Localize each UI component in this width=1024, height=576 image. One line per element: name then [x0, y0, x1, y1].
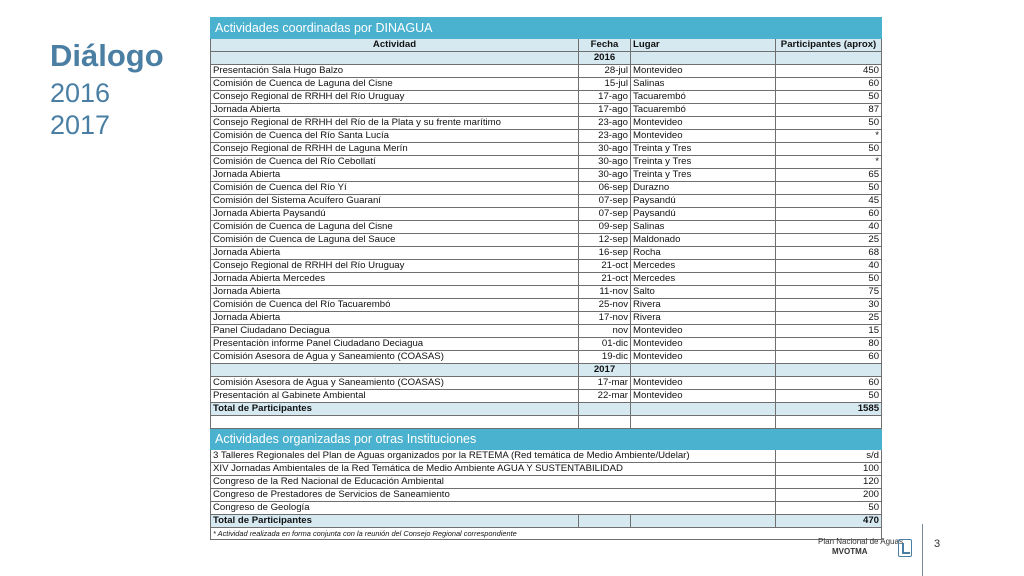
cell-actividad: Congreso de Prestadores de Servicios de Saneamiento	[211, 489, 776, 502]
cell-participantes: 25	[776, 234, 882, 247]
cell-lugar: Salinas	[631, 78, 776, 91]
cell-fecha: 28-jul	[579, 65, 631, 78]
cell-participantes: 100	[776, 463, 882, 476]
cell-lugar: Paysandú	[631, 208, 776, 221]
col-header-fecha: Fecha	[579, 39, 631, 52]
table-row	[211, 195, 882, 208]
cell-lugar: Treinta y Tres	[631, 169, 776, 182]
cell-lugar: Montevideo	[631, 390, 776, 403]
table-row	[211, 476, 882, 489]
year-row-blank	[211, 364, 579, 377]
cell-fecha: 23-ago	[579, 117, 631, 130]
cell-participantes: 50	[776, 273, 882, 286]
cell-fecha: 30-ago	[579, 169, 631, 182]
cell-fecha: 23-ago	[579, 130, 631, 143]
cell-participantes: 30	[776, 299, 882, 312]
total-row-dinagua	[211, 403, 882, 416]
cell-fecha: 15-jul	[579, 78, 631, 91]
cell-fecha: 17-mar	[579, 377, 631, 390]
footnote-row	[211, 528, 882, 540]
page-number: 3	[934, 538, 941, 550]
cell-actividad: Congreso de Geología	[211, 502, 776, 515]
cell-lugar: Montevideo	[631, 377, 776, 390]
table-row	[211, 247, 882, 260]
cell-participantes: 60	[776, 78, 882, 91]
cell-lugar: Salinas	[631, 221, 776, 234]
year-row-label: 2016	[579, 52, 631, 65]
year-row-blank	[776, 52, 882, 65]
table-row	[211, 143, 882, 156]
cell-actividad: Jornada Abierta	[211, 104, 579, 117]
year-row-2016	[211, 52, 882, 65]
table-row	[211, 130, 882, 143]
total-label: Total de Participantes	[211, 515, 579, 528]
cell-actividad: Comisión Asesora de Agua y Saneamiento (COASAS)	[211, 377, 579, 390]
cell-actividad: Comisión de Cuenca de Laguna del Cisne	[211, 78, 579, 91]
cell-lugar: Rivera	[631, 312, 776, 325]
cell-fecha: 07-sep	[579, 195, 631, 208]
table-row	[211, 390, 882, 403]
cell-participantes: 60	[776, 377, 882, 390]
table-row	[211, 489, 882, 502]
cell-participantes: 68	[776, 247, 882, 260]
cell-participantes: 50	[776, 91, 882, 104]
spacer-cell	[776, 416, 882, 429]
cell-lugar: Rocha	[631, 247, 776, 260]
logo-icon	[898, 539, 912, 557]
plan-nacional-logo	[818, 537, 903, 557]
cell-participantes: 60	[776, 351, 882, 364]
cell-fecha: nov	[579, 325, 631, 338]
cell-fecha: 30-ago	[579, 143, 631, 156]
cell-participantes: 50	[776, 143, 882, 156]
cell-participantes: 40	[776, 221, 882, 234]
cell-lugar: Rivera	[631, 299, 776, 312]
cell-lugar: Montevideo	[631, 338, 776, 351]
table-row	[211, 208, 882, 221]
cell-fecha: 21-oct	[579, 273, 631, 286]
cell-fecha: 09-sep	[579, 221, 631, 234]
cell-lugar: Montevideo	[631, 130, 776, 143]
cell-actividad: Comisión de Cuenca del Río Santa Lucía	[211, 130, 579, 143]
year-row-label: 2017	[579, 364, 631, 377]
cell-actividad: Consejo Regional de RRHH de Laguna Merín	[211, 143, 579, 156]
cell-actividad: Presentación al Gabinete Ambiental	[211, 390, 579, 403]
cell-lugar: Treinta y Tres	[631, 143, 776, 156]
cell-participantes: 450	[776, 65, 882, 78]
footer-divider	[922, 524, 923, 576]
year-row-blank	[631, 52, 776, 65]
cell-actividad: Jornada Abierta	[211, 286, 579, 299]
spacer-cell	[211, 416, 579, 429]
cell-participantes: 80	[776, 338, 882, 351]
cell-participantes: 75	[776, 286, 882, 299]
table-row	[211, 78, 882, 91]
col-header-lugar: Lugar	[631, 39, 776, 52]
cell-participantes: 50	[776, 182, 882, 195]
cell-actividad: Jornada Abierta Paysandú	[211, 208, 579, 221]
cell-actividad: Consejo Regional de RRHH del Río Uruguay	[211, 91, 579, 104]
cell-lugar: Salto	[631, 286, 776, 299]
table-row	[211, 377, 882, 390]
cell-participantes: *	[776, 156, 882, 169]
cell-participantes: 50	[776, 502, 882, 515]
cell-lugar: Mercedes	[631, 273, 776, 286]
table-row	[211, 450, 882, 463]
cell-actividad: Presentación Sala Hugo Balzo	[211, 65, 579, 78]
table-row	[211, 273, 882, 286]
table-row	[211, 221, 882, 234]
cell-fecha: 16-sep	[579, 247, 631, 260]
activities-table-body	[211, 18, 882, 540]
year-row-blank	[211, 52, 579, 65]
table-row	[211, 182, 882, 195]
total-blank	[579, 403, 631, 416]
table-row	[211, 286, 882, 299]
activities-table	[210, 17, 882, 540]
cell-actividad: Comisión de Cuenca de Laguna del Sauce	[211, 234, 579, 247]
column-header-row	[211, 39, 882, 52]
section-header-otras	[211, 429, 882, 450]
table-row	[211, 234, 882, 247]
table-row	[211, 338, 882, 351]
slide-title: Diálogo	[50, 38, 164, 73]
cell-fecha: 19-dic	[579, 351, 631, 364]
cell-fecha: 17-ago	[579, 104, 631, 117]
cell-fecha: 17-ago	[579, 91, 631, 104]
cell-lugar: Tacuarembó	[631, 91, 776, 104]
cell-actividad: Jornada Abierta Mercedes	[211, 273, 579, 286]
cell-lugar: Durazno	[631, 182, 776, 195]
col-header-actividad: Actividad	[211, 39, 579, 52]
cell-fecha: 21-oct	[579, 260, 631, 273]
section-title: Actividades coordinadas por DINAGUA	[211, 18, 882, 39]
cell-fecha: 06-sep	[579, 182, 631, 195]
cell-actividad: Comisión del Sistema Acuífero Guaraní	[211, 195, 579, 208]
cell-actividad: Comisión de Cuenca del Río Yí	[211, 182, 579, 195]
cell-participantes: s/d	[776, 450, 882, 463]
cell-lugar: Montevideo	[631, 117, 776, 130]
cell-actividad: Consejo Regional de RRHH del Río de la Plata y su frente marítimo	[211, 117, 579, 130]
total-blank	[631, 403, 776, 416]
cell-fecha: 30-ago	[579, 156, 631, 169]
year-row-2017	[211, 364, 882, 377]
cell-participantes: 65	[776, 169, 882, 182]
cell-participantes: 45	[776, 195, 882, 208]
cell-actividad: Panel Ciudadano Deciagua	[211, 325, 579, 338]
cell-fecha: 11-nov	[579, 286, 631, 299]
spacer-cell	[579, 416, 631, 429]
cell-actividad: Comisión de Cuenca de Laguna del Cisne	[211, 221, 579, 234]
total-blank	[631, 515, 776, 528]
cell-participantes: 25	[776, 312, 882, 325]
table-row	[211, 312, 882, 325]
cell-fecha: 22-mar	[579, 390, 631, 403]
table-row	[211, 502, 882, 515]
total-value: 470	[776, 515, 882, 528]
table-row	[211, 325, 882, 338]
cell-participantes: *	[776, 130, 882, 143]
logo-line-1: Plan Nacional de Aguas	[818, 537, 903, 546]
total-blank	[579, 515, 631, 528]
cell-participantes: 120	[776, 476, 882, 489]
table-row	[211, 299, 882, 312]
cell-lugar: Treinta y Tres	[631, 156, 776, 169]
cell-fecha: 17-nov	[579, 312, 631, 325]
cell-actividad: Presentaciòn informe Panel Ciudadano Deciagua	[211, 338, 579, 351]
table-row	[211, 117, 882, 130]
cell-participantes: 50	[776, 390, 882, 403]
cell-lugar: Montevideo	[631, 351, 776, 364]
cell-actividad: Comisión Asesora de Agua y Saneamiento (COASAS)	[211, 351, 579, 364]
cell-lugar: Mercedes	[631, 260, 776, 273]
cell-lugar: Tacuarembó	[631, 104, 776, 117]
cell-participantes: 200	[776, 489, 882, 502]
cell-participantes: 15	[776, 325, 882, 338]
section-title: Actividades organizadas por otras Instituciones	[211, 429, 882, 450]
table-row	[211, 91, 882, 104]
cell-fecha: 01-dic	[579, 338, 631, 351]
cell-lugar: Paysandú	[631, 195, 776, 208]
cell-actividad: Jornada Abierta	[211, 312, 579, 325]
cell-participantes: 50	[776, 117, 882, 130]
cell-actividad: XIV Jornadas Ambientales de la Red Temática de Medio Ambiente AGUA Y SUSTENTABILIDAD	[211, 463, 776, 476]
cell-fecha: 07-sep	[579, 208, 631, 221]
year-row-blank	[631, 364, 776, 377]
cell-lugar: Maldonado	[631, 234, 776, 247]
total-value: 1585	[776, 403, 882, 416]
year-label-2016: 2016	[50, 78, 111, 108]
spacer-cell	[631, 416, 776, 429]
cell-lugar: Montevideo	[631, 65, 776, 78]
cell-participantes: 87	[776, 104, 882, 117]
cell-actividad: Jornada Abierta	[211, 247, 579, 260]
year-row-blank	[776, 364, 882, 377]
cell-actividad: Comisión de Cuenca del Río Cebollatí	[211, 156, 579, 169]
table-row	[211, 104, 882, 117]
table-row	[211, 260, 882, 273]
cell-actividad: Jornada Abierta	[211, 169, 579, 182]
table-row	[211, 463, 882, 476]
table-row	[211, 65, 882, 78]
cell-actividad: Congreso de la Red Nacional de Educación Ambiental	[211, 476, 776, 489]
table-row	[211, 169, 882, 182]
table-row	[211, 351, 882, 364]
section-header-dinagua	[211, 18, 882, 39]
cell-fecha: 12-sep	[579, 234, 631, 247]
year-label-2017: 2017	[50, 110, 111, 140]
cell-participantes: 40	[776, 260, 882, 273]
cell-lugar: Montevideo	[631, 325, 776, 338]
spacer-row	[211, 416, 882, 429]
footnote: * Actividad realizada en forma conjunta con la reunión del Consejo Regional correspondiente	[211, 528, 882, 540]
cell-fecha: 25-nov	[579, 299, 631, 312]
cell-actividad: Comisión de Cuenca del Río Tacuarembó	[211, 299, 579, 312]
total-label: Total de Participantes	[211, 403, 579, 416]
cell-participantes: 60	[776, 208, 882, 221]
table-row	[211, 156, 882, 169]
logo-line-2: MVOTMA	[832, 547, 868, 556]
col-header-participantes: Participantes (aprox)	[776, 39, 882, 52]
total-row-otras	[211, 515, 882, 528]
cell-actividad: 3 Talleres Regionales del Plan de Aguas organizados por la RETEMA (Red temática de Medio Ambiente/Udelar)	[211, 450, 776, 463]
cell-actividad: Consejo Regional de RRHH del Río Uruguay	[211, 260, 579, 273]
